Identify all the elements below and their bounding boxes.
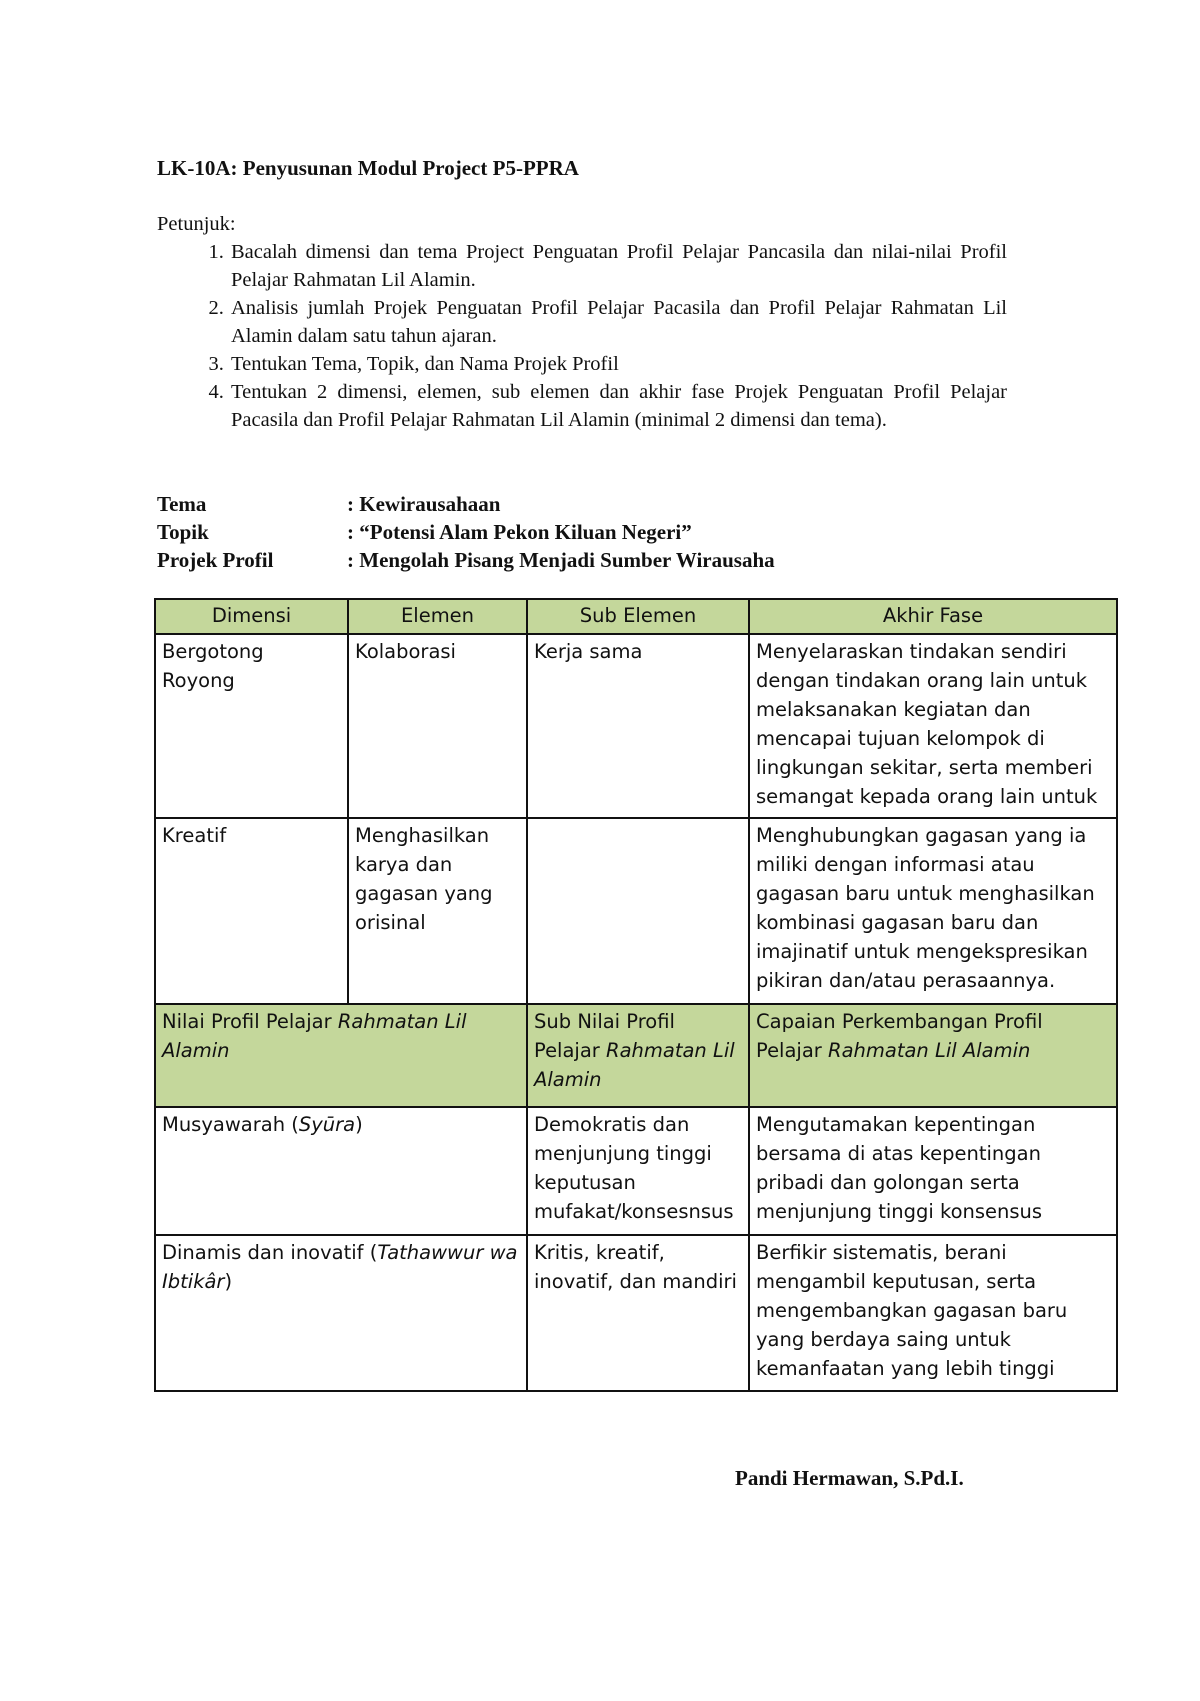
projek-value: : Mengolah Pisang Menjadi Sumber Wirausaha bbox=[347, 548, 775, 572]
cell-akhir-fase: Menyelaraskan tindakan sendiri dengan tindakan orang lain untuk melaksanakan kegiatan dan mencapai tujuan kelompok di lingkungan sekitar, serta memberi semangat kepada orang lain untuk bbox=[749, 634, 1117, 818]
instructions bbox=[157, 210, 1007, 434]
cell-dimensi: Bergotong Royong bbox=[155, 634, 348, 818]
instructions-list bbox=[157, 238, 1007, 434]
instruction-item: 2. Analisis jumlah Projek Penguatan Profil Pelajar Pacasila dan Profil Pelajar Rahmatan Lil Alamin dalam satu tahun ajaran. bbox=[229, 294, 1007, 350]
table-row bbox=[155, 818, 1117, 1004]
cell-elemen: Kolaborasi bbox=[348, 634, 527, 818]
cell-akhir-fase: Menghubungkan gagasan yang ia miliki dengan informasi atau gagasan baru untuk menghasilkan kombinasi gagasan baru dan imajinatif untuk mengekspresikan pikiran dan/atau perasaannya. bbox=[749, 818, 1117, 1004]
header-dimensi: Dimensi bbox=[155, 599, 348, 634]
signature-name: Pandi Hermawan, S.Pd.I. bbox=[735, 1466, 964, 1490]
header-nilai-profil: Nilai Profil Pelajar Rahmatan Lil Alamin bbox=[155, 1004, 527, 1107]
topik-value: : “Potensi Alam Pekon Kiluan Negeri” bbox=[347, 520, 692, 544]
profile-matrix-table bbox=[154, 598, 1118, 1392]
header-sub-elemen: Sub Elemen bbox=[527, 599, 749, 634]
header-sub-nilai: Sub Nilai Profil Pelajar Rahmatan Lil Alamin bbox=[527, 1004, 749, 1107]
document-title: LK-10A: Penyusunan Modul Project P5-PPRA bbox=[157, 156, 579, 180]
cell-nilai: Dinamis dan inovatif (Tathawwur wa Ibtikâr) bbox=[155, 1235, 527, 1391]
header-capaian: Capaian Perkembangan Profil Pelajar Rahmatan Lil Alamin bbox=[749, 1004, 1117, 1107]
cell-dimensi: Kreatif bbox=[155, 818, 348, 1004]
instruction-item: 1. Bacalah dimensi dan tema Project Penguatan Profil Pelajar Pancasila dan nilai-nilai Profil Pelajar Rahmatan Lil Alamin. bbox=[229, 238, 1007, 294]
tema-label: Tema bbox=[157, 492, 207, 516]
instruction-item: 4. Tentukan 2 dimensi, elemen, sub elemen dan akhir fase Projek Penguatan Profil Pelajar Pacasila dan Profil Pelajar Rahmatan Lil Alamin (minimal 2 dimensi dan tema). bbox=[229, 378, 1007, 434]
instruction-item: 3. Tentukan Tema, Topik, dan Nama Projek Profil bbox=[229, 350, 1007, 378]
cell-sub-elemen bbox=[527, 818, 749, 1004]
rppra-header-row bbox=[155, 1004, 1117, 1107]
table-header-row bbox=[155, 599, 1117, 634]
cell-sub-nilai: Demokratis dan menjunjung tinggi keputusan mufakat/konsesnsus bbox=[527, 1107, 749, 1235]
header-akhir-fase: Akhir Fase bbox=[749, 599, 1117, 634]
instructions-label: Petunjuk: bbox=[157, 213, 236, 235]
projek-label: Projek Profil bbox=[157, 548, 274, 572]
cell-sub-nilai: Kritis, kreatif, inovatif, dan mandiri bbox=[527, 1235, 749, 1391]
cell-capaian: Mengutamakan kepentingan bersama di atas kepentingan pribadi dan golongan serta menjunjung tinggi konsensus bbox=[749, 1107, 1117, 1235]
cell-sub-elemen: Kerja sama bbox=[527, 634, 749, 818]
header-elemen: Elemen bbox=[348, 599, 527, 634]
meta-tema bbox=[157, 490, 775, 518]
cell-nilai: Musyawarah (Syūra) bbox=[155, 1107, 527, 1235]
cell-elemen: Menghasilkan karya dan gagasan yang orisinal bbox=[348, 818, 527, 1004]
tema-value: : Kewirausahaan bbox=[347, 492, 501, 516]
cell-capaian: Berfikir sistematis, berani mengambil keputusan, serta mengembangkan gagasan baru yang berdaya saing untuk kemanfaatan yang lebih tinggi bbox=[749, 1235, 1117, 1391]
meta-topik bbox=[157, 518, 775, 546]
table-row bbox=[155, 1107, 1117, 1235]
table-row bbox=[155, 634, 1117, 818]
table-row bbox=[155, 1235, 1117, 1391]
meta-projek bbox=[157, 546, 775, 574]
topik-label: Topik bbox=[157, 520, 209, 544]
project-meta bbox=[157, 490, 775, 574]
